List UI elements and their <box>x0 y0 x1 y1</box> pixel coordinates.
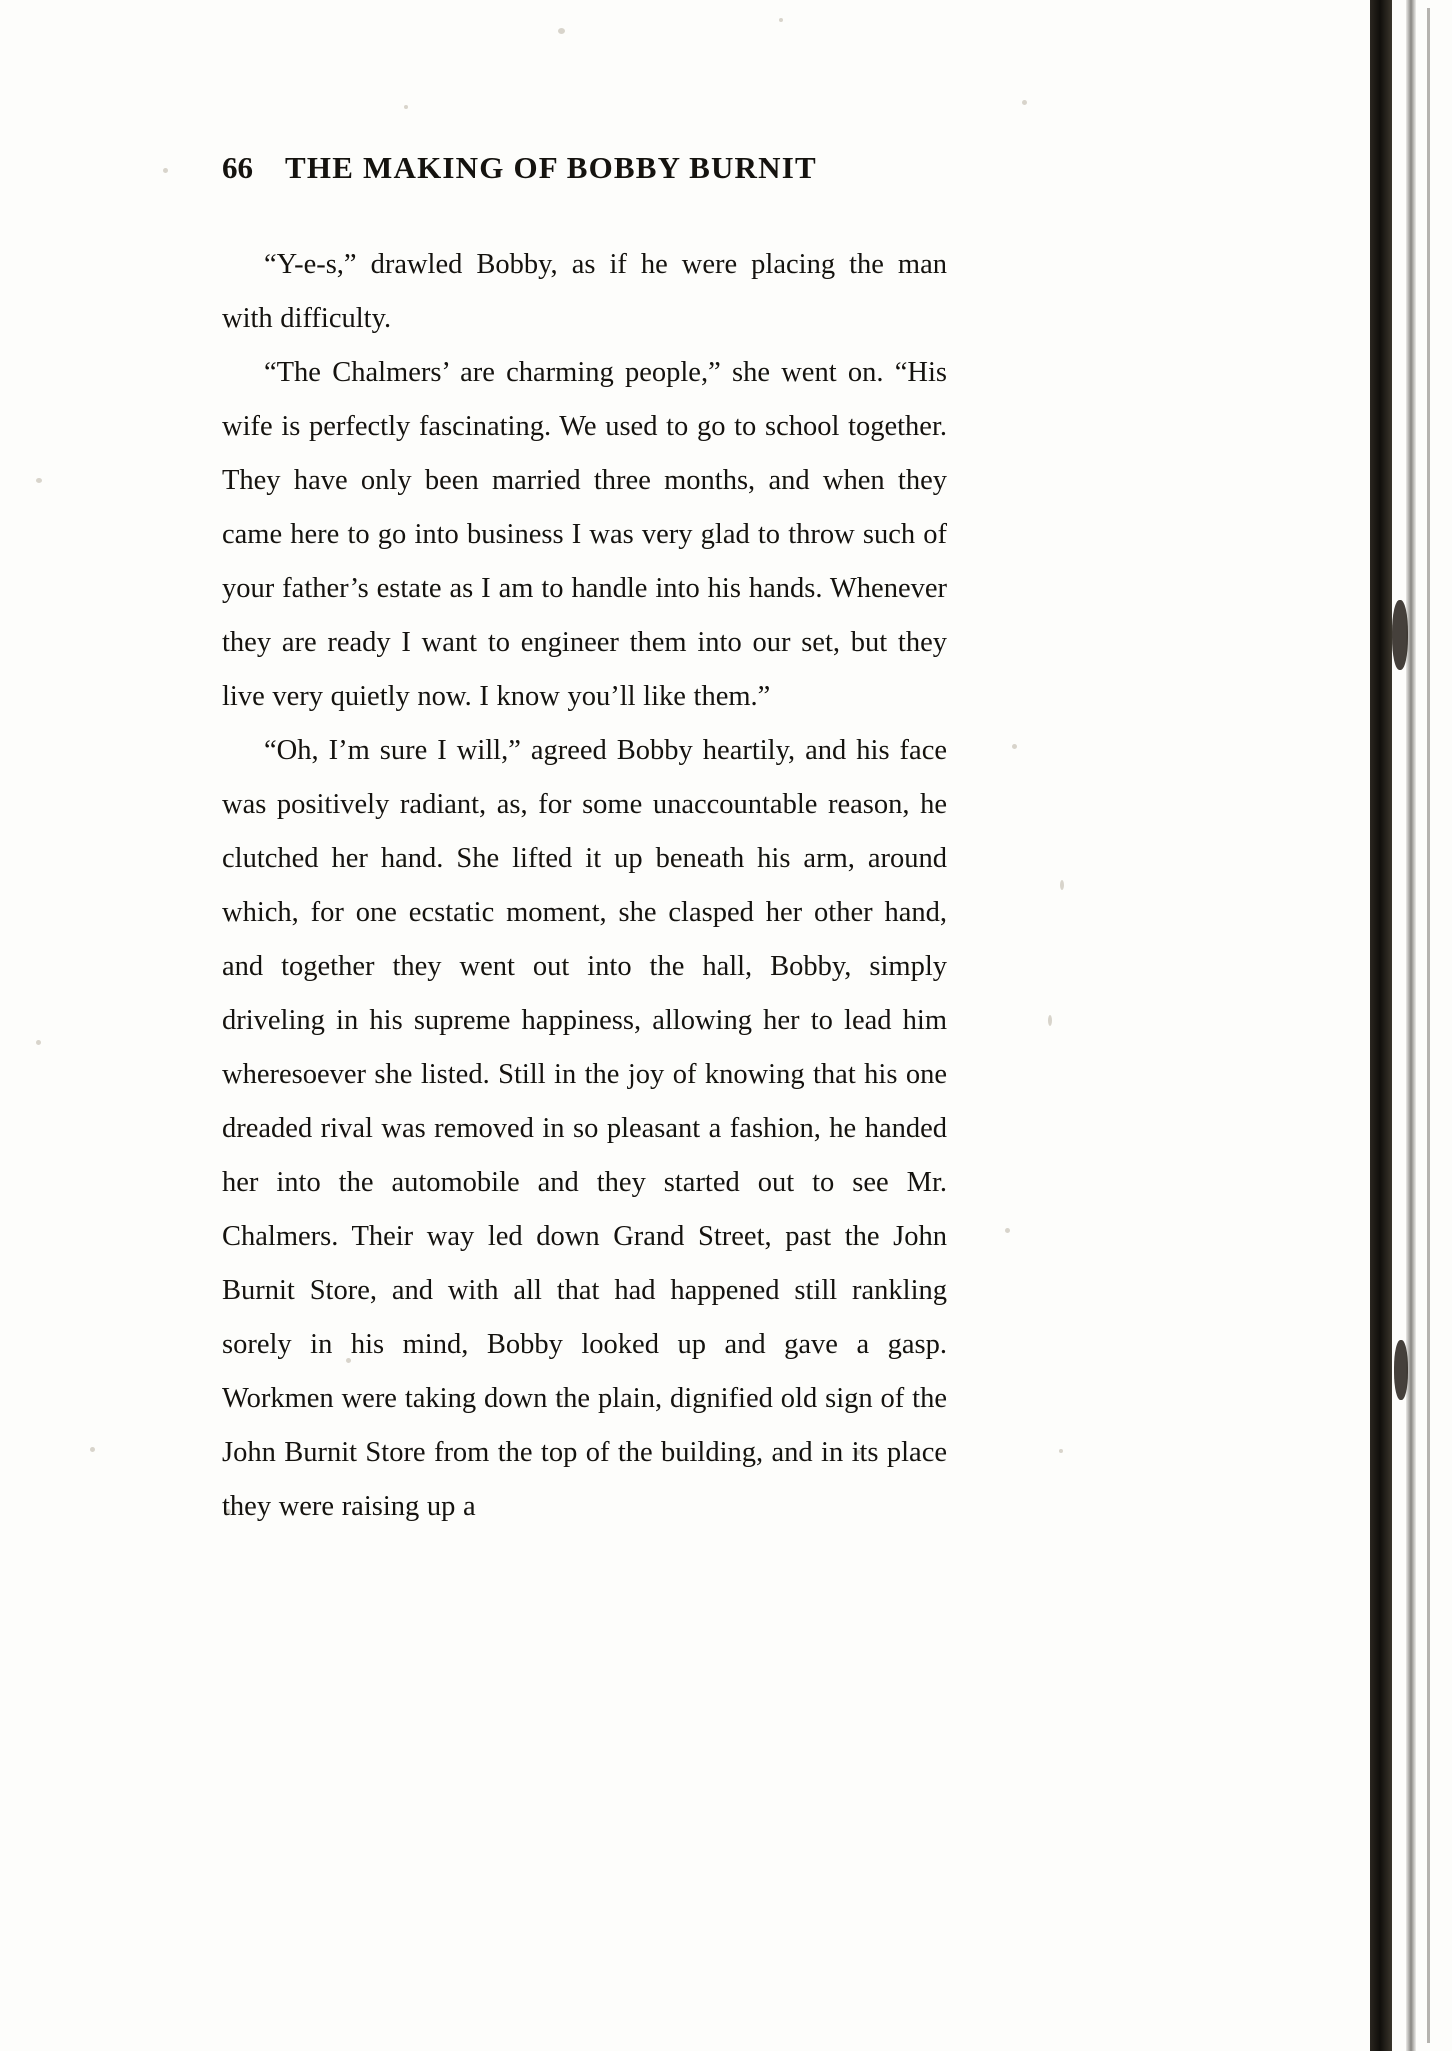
paper-speck <box>1005 1228 1010 1233</box>
paper-speck <box>779 18 783 22</box>
paper-speck <box>90 1447 95 1452</box>
paragraph: “The Chalmers’ are charming people,” she went on. “His wife is perfectly fascinating. We used to go to school together. They have only been married three months, and when they came here to go into business I was very glad to throw such of your father’s estate as I am to handle into his hands. Whenever they are ready I want to engineer them into our set, but they live very quietly now. I know you’ll like them.” <box>222 357 947 712</box>
paper-speck <box>1048 1015 1052 1026</box>
paper-speck <box>1022 100 1027 105</box>
scan-gutter <box>1370 0 1392 2051</box>
paper-speck <box>404 105 408 109</box>
scan-gutter-line <box>1427 8 1430 2043</box>
page-text-block <box>222 150 947 1534</box>
paragraph: “Oh, I’m sure I will,” agreed Bobby heartily, and his face was positively radiant, as, for some unaccountable reason, he clutched her hand. She lifted it up beneath his arm, around which, for one ecstatic moment, she clasped her other hand, and together they went out into the hall, Bobby, simply driveling in his supreme happiness, allowing her to lead him wheresoever she listed. Still in the joy of knowing that his one dreaded rival was removed in so pleasant a fashion, he handed her into the automobile and they started out to see Mr. Chalmers. Their way led down Grand Street, past the John Burnit Store, and with all that had happened still rankling sorely in his mind, Bobby looked up and gave a gasp. Workmen were taking down the plain, dignified old sign of the John Burnit Store from the top of the building, and in its place they were raising up a <box>222 735 947 1522</box>
running-title: THE MAKING OF BOBBY BURNIT <box>285 150 817 185</box>
paper-speck <box>163 168 168 173</box>
page-number: 66 <box>222 150 253 185</box>
paper-speck <box>36 1040 41 1045</box>
scan-gutter-shadow <box>1406 0 1416 2051</box>
paper-speck <box>1060 880 1064 890</box>
paragraph: “Y-e-s,” drawled Bobby, as if he were placing the man with difficulty. <box>222 249 947 334</box>
page-header <box>222 150 947 186</box>
paper-speck <box>558 28 565 34</box>
scan-gutter-blot <box>1392 600 1408 670</box>
paper-speck <box>36 478 42 483</box>
paper-speck <box>1059 1449 1063 1453</box>
scan-gutter-blot <box>1394 1340 1408 1400</box>
paper-speck <box>1012 744 1017 749</box>
